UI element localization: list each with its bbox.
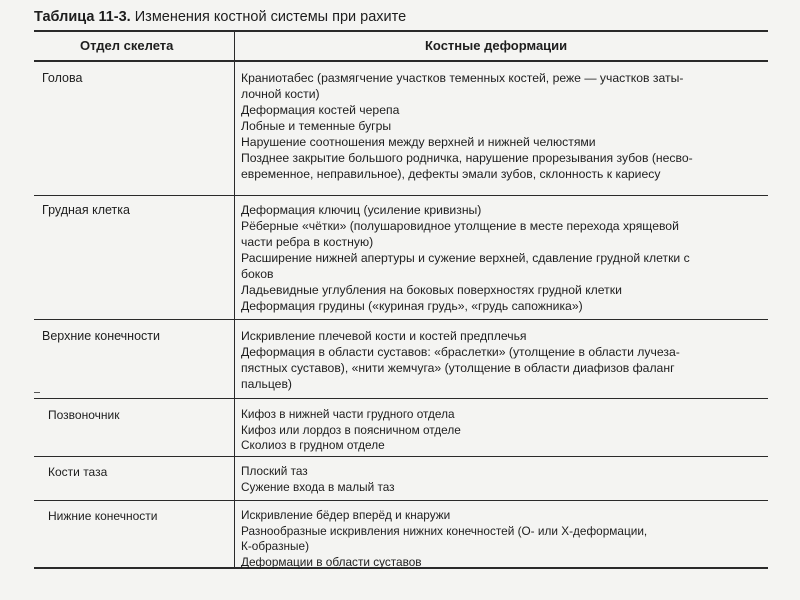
caption-label: Таблица 11-3. (34, 9, 131, 25)
row-section-spine: Позвоночник (48, 408, 120, 422)
row-divider (34, 195, 768, 196)
row-section-pelvis: Кости таза (48, 465, 108, 479)
row-divider (34, 319, 768, 320)
list-item: части ребра в костную) (241, 235, 374, 249)
row-section-lower-limbs: Нижние конечности (48, 509, 158, 523)
list-item: Краниотабес (размягчение участков теменных костей, реже — участков заты- (241, 71, 684, 85)
row-divider (34, 500, 768, 501)
row-items-upper-limbs (241, 328, 756, 392)
table-top-rule (34, 30, 768, 32)
list-item: Кифоз в нижней части грудного отдела (241, 407, 455, 421)
list-item: Сколиоз в грудном отделе (241, 438, 385, 452)
list-item: Лобные и теменные бугры (241, 119, 392, 133)
row-items-lower-limbs (241, 508, 756, 570)
list-item: Рёберные «чётки» (полушаровидное утолщение в месте перехода хрящевой (241, 219, 679, 233)
list-item: Плоский таз (241, 464, 308, 478)
list-item: Искривление бёдер вперёд и кнаружи (241, 508, 451, 522)
row-divider (34, 398, 768, 399)
margin-mark (34, 392, 40, 393)
row-items-spine (241, 407, 756, 454)
list-item: Кифоз или лордоз в поясничном отделе (241, 422, 461, 437)
list-item: Деформация ключиц (усиление кривизны) (241, 203, 482, 217)
list-item: Искривление плечевой кости и костей предплечья (241, 329, 527, 343)
list-item: пальцев) (241, 377, 292, 391)
row-section-chest: Грудная клетка (42, 203, 130, 217)
list-item: Нарушение соотношения между верхней и нижней челюстями (241, 135, 596, 149)
list-item: евременное, неправильное), дефекты эмали зубов, склонность к кариесу (241, 167, 661, 181)
column-divider (234, 31, 235, 568)
list-item: Деформация грудины («куриная грудь», «грудь сапожника») (241, 299, 583, 313)
list-item: Сужение входа в малый таз (241, 479, 395, 494)
caption-text: Изменения костной системы при рахите (134, 9, 407, 25)
row-section-head: Голова (42, 71, 83, 85)
row-items-chest (241, 202, 756, 314)
column-header-bone-deformations: Костные деформации (425, 38, 568, 53)
row-items-pelvis (241, 464, 756, 495)
row-divider (34, 456, 768, 457)
header-bottom-rule (34, 60, 768, 62)
list-item: пястных суставов), «нити жемчуга» (утолщение в области диафизов фаланг (241, 361, 675, 375)
list-item: Деформация костей черепа (241, 103, 400, 117)
list-item: Ладьевидные углубления на боковых поверхностях грудной клетки (241, 283, 622, 297)
list-item: боков (241, 267, 274, 281)
list-item: Деформации в области суставов (241, 554, 422, 569)
list-item: Деформация в области суставов: «браслетки» (утолщение в области лучеза- (241, 345, 680, 359)
row-section-upper-limbs: Верхние конечности (42, 329, 160, 343)
list-item: К-образные) (241, 539, 309, 553)
list-item: лочной кости) (241, 87, 320, 101)
column-header-skeleton-section: Отдел скелета (80, 38, 174, 53)
list-item: Расширение нижней апертуры и сужение верхней, сдавление грудной клетки с (241, 251, 690, 265)
list-item: Разнообразные искривления нижних конечностей (О- или Х-деформации, (241, 523, 648, 538)
row-items-head (241, 70, 756, 182)
table-caption (34, 8, 406, 26)
list-item: Позднее закрытие большого родничка, нарушение прорезывания зубов (несво- (241, 151, 693, 165)
